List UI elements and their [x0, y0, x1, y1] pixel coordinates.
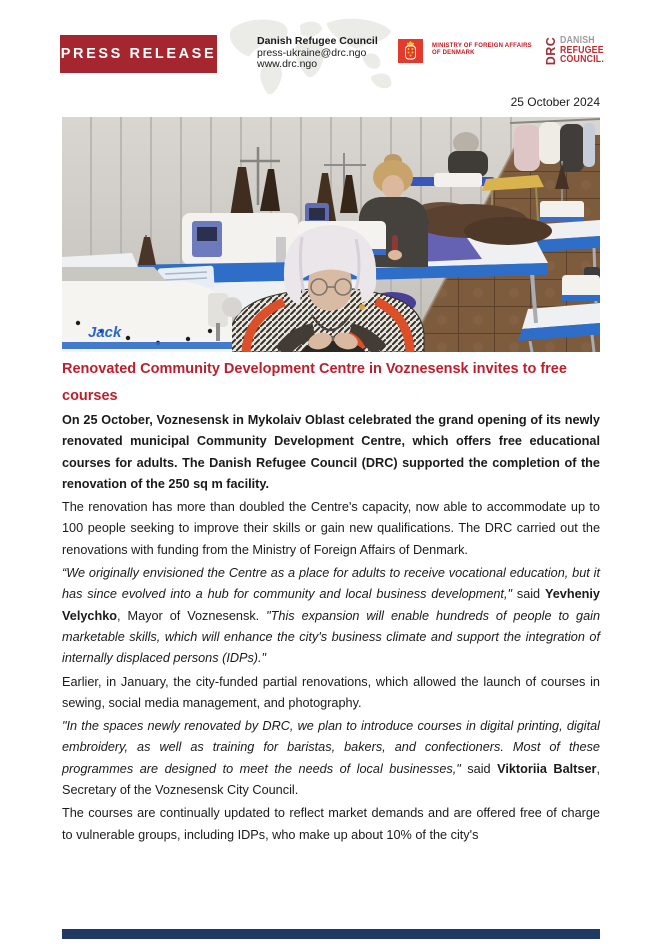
contact-email: press-ukraine@drc.ngo [257, 46, 367, 59]
paragraph: Earlier, in January, the city-funded partial renovations, which allowed the launch of courses in sewing, social media management, and photography. [62, 674, 600, 710]
press-release-banner-label: PRESS RELEASE [60, 46, 217, 62]
paragraph: “We originally envisioned the Centre as a place for adults to receive vocational education, but it has since evolved into a hub for community and local business development," said Yevheniy Velychko, Mayor of Voznesensk. "This expansion will enable hundreds of people to gain marketable skills, which will enhance the city's business climate and support the integration of internally displaced persons (IDPs)." [62, 566, 601, 666]
org-name: Danish Refugee Council [257, 35, 378, 47]
machine-brand-label: Jack [88, 324, 122, 341]
drc-logo [543, 36, 610, 65]
article-title: Renovated Community Development Centre in Voznesensk invites to free courses [62, 361, 567, 404]
paragraph: On 25 October, Voznesensk in Mykolaiv Oblast celebrated the grand opening of its newly renovated municipal Community Development Centre, which offers free educational courses for adults. The Danish Refugee Council (DRC) supported the completion of the renovation of the 250 sq m facility. [62, 413, 600, 491]
article-body [62, 410, 600, 846]
paragraph: The courses are continually updated to reflect market demands and are offered free of charge to vulnerable groups, including IDPs, who make up about 10% of the city's [62, 806, 600, 842]
date: 25 October 2024 [510, 95, 600, 109]
footer-bar [62, 929, 600, 939]
paragraph: "In the spaces newly renovated by DRC, we plan to introduce courses in digital printing, digital embroidery, as well as training for baristas, bakers, and confectioners. Most of these programmes are designed to meet the needs of local businesses," said Viktoriia Baltser, Secretary of the Voznesensk City Council. [62, 719, 600, 798]
contact-website: www.drc.ngo [257, 58, 318, 70]
drc-logo-acronym: DRC [543, 36, 558, 65]
workshop-photo [62, 117, 600, 352]
paragraph: The renovation has more than doubled the Centre's capacity, now able to accommodate up to 100 people seeking to improve their skills or gain new qualifications. The DRC carried out the renovations with funding from the Ministry of Foreign Affairs of Denmark. [62, 500, 600, 557]
contact-block [257, 36, 378, 71]
ministry-logo [398, 39, 532, 63]
press-release-banner [60, 35, 217, 73]
drc-logo-wordmark: DANISH REFUGEE COUNCIL. [560, 35, 604, 66]
ministry-logo-text: MINISTRY OF FOREIGN AFFAIRS OF DENMARK [432, 43, 532, 56]
danish-coat-of-arms-icon [398, 39, 423, 63]
article [62, 356, 600, 848]
